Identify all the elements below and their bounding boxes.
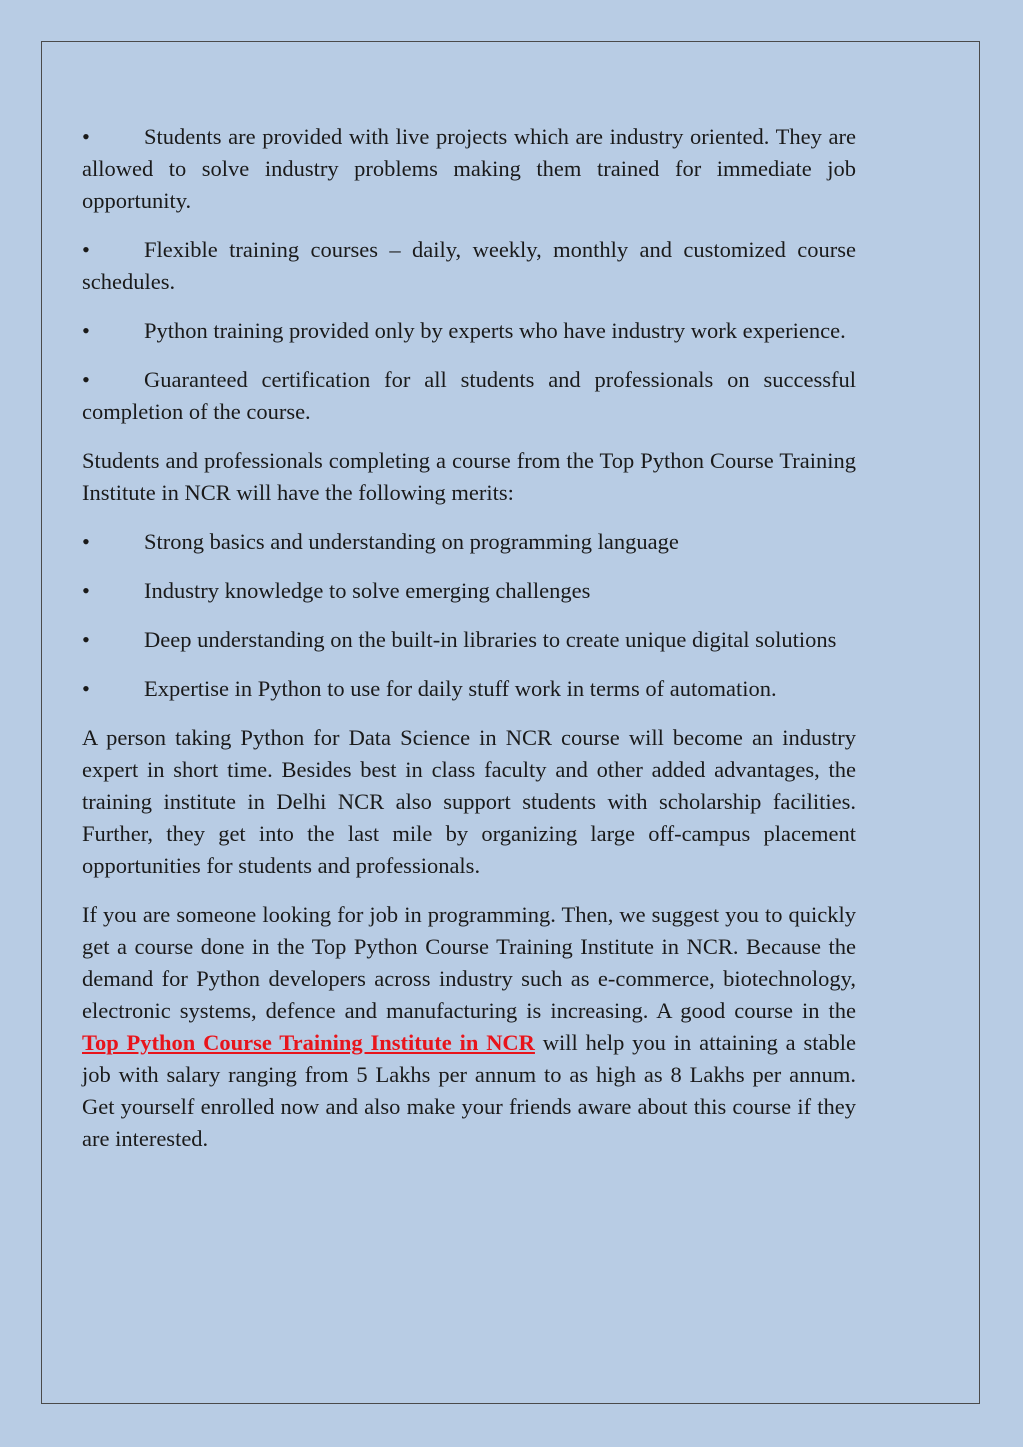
bullet-item: [82, 121, 856, 217]
bullet-mark: •: [82, 318, 90, 343]
bullet-mark: •: [82, 237, 90, 262]
data-science-paragraph: A person taking Python for Data Science in NCR course will become an industry expert in short time. Besides best in class faculty and other added advantages, the training institute in Delhi NCR also support students with scholarship facilities. Further, they get into the last mile by organizing large off-campus placement opportunities for students and professionals.: [82, 725, 856, 878]
final-paragraph-after-link: will help you in attaining a stable job with salary ranging from 5 Lakhs per annum to as high as 8 Lakhs per annum. Get yourself enrolled now and also make your friends aware about this course if they are interested.: [82, 1030, 856, 1151]
bullet-text: Flexible training courses – daily, weekly, monthly and customized course schedules.: [82, 237, 856, 294]
final-paragraph-before-link: If you are someone looking for job in programming. Then, we suggest you to quickly get a course done in the Top Python Course Training Institute in NCR. Because the demand for Python developers across industry such as e-commerce, biotechnology, electronic systems, defence and manufacturing is increasing. A good course in the: [82, 902, 856, 1023]
institute-link[interactable]: Top Python Course Training Institute in NCR: [82, 1030, 535, 1055]
bullet-mark: •: [82, 578, 90, 603]
bullet-text: Deep understanding on the built-in libraries to create unique digital solutions: [144, 627, 837, 652]
bullet-item: [82, 364, 856, 428]
bullet-item: [82, 315, 856, 347]
bullet-item: [82, 234, 856, 298]
final-paragraph: [82, 899, 856, 1155]
bullet-item: [82, 673, 856, 705]
bullet-mark: •: [82, 627, 90, 652]
bullet-text: Python training provided only by experts who have industry work experience.: [144, 318, 846, 343]
merits-intro-paragraph: Students and professionals completing a course from the Top Python Course Training Institute in NCR will have the following merits:: [82, 448, 856, 505]
bullet-mark: •: [82, 676, 90, 701]
bullet-mark: •: [82, 124, 90, 149]
bullet-text: Industry knowledge to solve emerging challenges: [144, 578, 591, 603]
document-body: [82, 121, 856, 1172]
bullet-text: Students are provided with live projects which are industry oriented. They are allowed to solve industry problems making them trained for immediate job opportunity.: [82, 124, 856, 213]
bullet-mark: •: [82, 367, 90, 392]
bullet-text: Strong basics and understanding on programming language: [144, 529, 679, 554]
bullet-mark: •: [82, 529, 90, 554]
bullet-text: Guaranteed certification for all students and professionals on successful completion of the course.: [82, 367, 856, 424]
bullet-item: [82, 575, 856, 607]
bullet-item: [82, 526, 856, 558]
bullet-item: [82, 624, 856, 656]
bullet-text: Expertise in Python to use for daily stuff work in terms of automation.: [144, 676, 777, 701]
